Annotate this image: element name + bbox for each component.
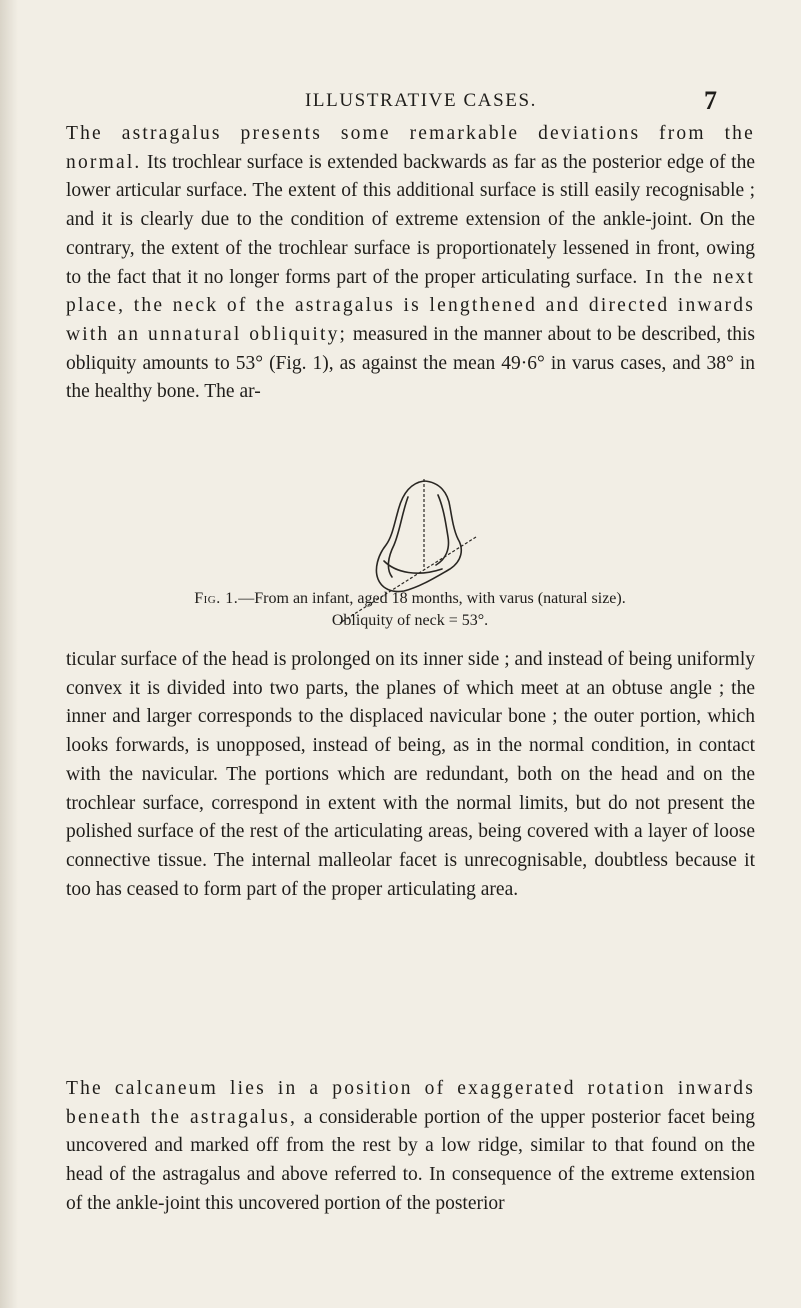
- running-title: ILLUSTRATIVE CASES.: [305, 90, 538, 111]
- paragraph-astragalus-neck: In the next place, the neck of the astragalus is lengthened and directed inwards with an unnatural obliquity;: [66, 266, 755, 345]
- paragraph-articular-surface: ticular surface of the head is prolonged on its inner side ; and instead of being uniformly convex it is divided into two parts, the planes of which meet at an obtuse angle ; the inner and larger corresponds to the displaced navicular bone ; the outer portion, which looks forwards, is unopposed, instead of being, as in the normal condition, in contact with the navicular. The portions which are redundant, both on the head and on the trochlear surface, correspond in extent with the normal limits, but do not present the polished surface of the rest of the articulating areas, being covered with a layer of loose connective tissue. The internal malleolar facet is unrecognisable, doubtless because it too has ceased to form part of the proper articulating area.: [66, 649, 755, 900]
- paragraph-calcaneum: [66, 1075, 755, 1219]
- bone-inner-line-2: [436, 495, 449, 565]
- figure-caption-label: Fig. 1.: [194, 590, 239, 607]
- figure-caption-line-1: [90, 588, 730, 610]
- bone-head-line: [384, 561, 442, 573]
- figure-caption-text: —From an infant, aged 18 months, with varus (natural size).: [238, 590, 626, 607]
- paragraph-calcaneum-lead: The calcaneum lies in a position of exaggerated rotation inwards beneath the astragalus,: [66, 1078, 755, 1128]
- paragraph-calcaneum-body: a considerable portion of the upper posterior facet being uncovered and marked off from the rest by a low ridge, similar to that found on the head of the astragalus and above referred to. In consequence of the extreme extension of the ankle-joint this uncovered portion of the posterior: [66, 1106, 755, 1214]
- paragraph-astragalus-measure: measured in the manner about to be described, this obliquity amounts to 53° (Fig. 1), as against the mean 49·6° in varus cases, and 38° in the healthy bone. The ar-: [66, 323, 755, 403]
- page-edge-shadow: [0, 0, 18, 1308]
- figure-caption: [90, 588, 730, 632]
- figure-caption-line-2: Obliquity of neck = 53°.: [331, 612, 489, 629]
- paragraph-astragalus: [66, 120, 755, 407]
- paragraph-astragalus-lead: The astragalus presents some remarkable deviations from the normal.: [66, 123, 755, 173]
- running-head: [0, 86, 801, 120]
- page-number: 7: [704, 86, 717, 115]
- paragraph-astragalus-body: Its trochlear surface is extended backwards as far as the posterior edge of the lower articular surface. The extent of this additional surface is still easily recognisable ; and it is clearly due to the condition of extreme extension of the ankle-joint. On the contrary, the extent of the trochlear surface is proportionately lessened in front, owing to the fact that it no longer forms part of the proper articulating surface.: [66, 151, 755, 288]
